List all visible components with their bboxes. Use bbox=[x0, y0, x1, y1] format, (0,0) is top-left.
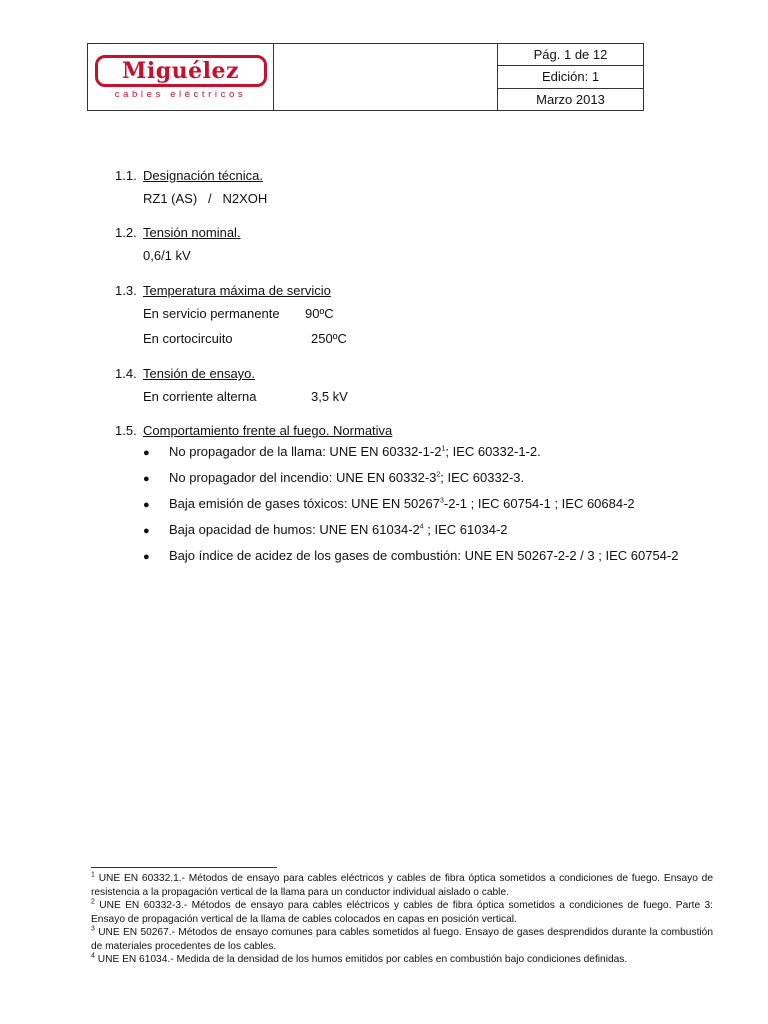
item-text: ; IEC 60332-3. bbox=[440, 470, 525, 485]
bullet-icon: ● bbox=[143, 525, 150, 537]
footnotes bbox=[91, 872, 713, 967]
item-text: Baja emisión de gases tóxicos: UNE EN 50267 bbox=[169, 496, 440, 511]
section-number: 1.2. bbox=[115, 225, 137, 240]
section-title: Temperatura máxima de servicio bbox=[143, 283, 331, 298]
list-item bbox=[143, 444, 735, 470]
item-text: Bajo índice de acidez de los gases de combustión: UNE EN 50267-2-2 / 3 ; IEC 60754-2 bbox=[169, 548, 679, 563]
footnote-4 bbox=[91, 953, 713, 967]
footnote-text: UNE EN 61034.- Medida de la densidad de los humos emitidos por cables en combustión bajo condiciones definidas. bbox=[94, 954, 628, 965]
item-text: -2-1 ; IEC 60754-1 ; IEC 60684-2 bbox=[443, 496, 635, 511]
section-number: 1.1. bbox=[115, 168, 137, 183]
spec-row bbox=[143, 389, 515, 405]
item-text: Baja opacidad de humos: UNE EN 61034-2 bbox=[169, 522, 420, 537]
footnote-ref: 3 bbox=[439, 497, 444, 505]
date: Marzo 2013 bbox=[536, 91, 605, 107]
bullet-icon: ● bbox=[143, 447, 150, 459]
footnote-marker: 3 bbox=[91, 925, 95, 933]
spec-value: 3,5 kV bbox=[311, 389, 348, 404]
header-info bbox=[498, 44, 643, 110]
footnote-2 bbox=[91, 899, 713, 926]
spec-value: 250ºC bbox=[311, 331, 347, 346]
footnote-1 bbox=[91, 872, 713, 899]
spec-row bbox=[143, 331, 515, 347]
logo-badge bbox=[95, 55, 267, 87]
section-number: 1.3. bbox=[115, 283, 137, 298]
section-1-2 bbox=[115, 225, 241, 263]
item-text: No propagador de la llama: UNE EN 60332-1-2 bbox=[169, 444, 442, 459]
footnote-marker: 1 bbox=[91, 871, 95, 879]
footnote-divider bbox=[91, 867, 277, 868]
footnote-marker: 2 bbox=[91, 898, 95, 906]
edition: Edición: 1 bbox=[498, 66, 643, 88]
item-text: ; IEC 61034-2 bbox=[423, 522, 508, 537]
list-item bbox=[143, 470, 735, 496]
section-1-5 bbox=[115, 423, 735, 574]
document-header bbox=[87, 43, 644, 111]
section-number: 1.4. bbox=[115, 366, 137, 381]
section-text: 0,6/1 kV bbox=[143, 248, 191, 263]
fire-behavior-list bbox=[143, 444, 735, 574]
spec-label: En corriente alterna bbox=[143, 389, 257, 404]
section-title: Designación técnica. bbox=[143, 168, 263, 183]
item-text: ; IEC 60332-1-2. bbox=[445, 444, 541, 459]
section-number: 1.5. bbox=[115, 423, 137, 438]
footnote-text: UNE EN 60332-3.- Métodos de ensayo para cables eléctricos y cables de fibra óptica sometidos a condiciones de fuego. Parte 3: Ensayo de propagación vertical de la llama de cables colocados en capas en posición vertical. bbox=[91, 900, 713, 925]
list-item bbox=[143, 548, 735, 574]
bullet-icon: ● bbox=[143, 473, 150, 485]
item-text: No propagador del incendio: UNE EN 60332-3 bbox=[169, 470, 437, 485]
section-text: RZ1 (AS) / N2XOH bbox=[143, 191, 268, 206]
footnote-text: UNE EN 60332.1.- Métodos de ensayo para cables eléctricos y cables de fibra óptica sometidos a condiciones de fuego. Ensayo de resistencia a la propagación vertical de la llama para un conductor individual aislado o cable. bbox=[91, 873, 713, 898]
section-1-3 bbox=[115, 283, 515, 347]
footnote-marker: 4 bbox=[91, 952, 95, 960]
section-title: Comportamiento frente al fuego. Normativa bbox=[143, 423, 393, 438]
spec-value: 90ºC bbox=[305, 306, 334, 321]
footnote-ref: 4 bbox=[419, 523, 424, 531]
section-1-1 bbox=[115, 168, 267, 206]
page-number: Pág. 1 de 12 bbox=[498, 44, 643, 66]
spec-label: En cortocircuito bbox=[143, 331, 233, 346]
section-title: Tensión de ensayo. bbox=[143, 366, 256, 381]
footnote-ref: 2 bbox=[436, 471, 441, 479]
spec-label: En servicio permanente bbox=[143, 306, 280, 321]
footnote-text: UNE EN 50267.- Métodos de ensayo comunes para cables sometidos al fuego. Ensayo de gases desprendidos durante la combustión de materiales procedentes de los cables. bbox=[91, 927, 713, 952]
list-item bbox=[143, 496, 735, 522]
section-1-4 bbox=[115, 366, 515, 405]
footnote-ref: 1 bbox=[441, 445, 446, 453]
header-blank-cell bbox=[274, 44, 498, 110]
list-item bbox=[143, 522, 735, 548]
footnote-3 bbox=[91, 926, 713, 953]
section-title: Tensión nominal. bbox=[143, 225, 241, 240]
logo-wordmark: Miguélez bbox=[122, 57, 239, 84]
spec-row bbox=[143, 306, 515, 322]
bullet-icon: ● bbox=[143, 551, 150, 563]
bullet-icon: ● bbox=[143, 499, 150, 511]
logo-tagline: cables eléctricos bbox=[114, 88, 247, 100]
logo bbox=[88, 44, 274, 110]
